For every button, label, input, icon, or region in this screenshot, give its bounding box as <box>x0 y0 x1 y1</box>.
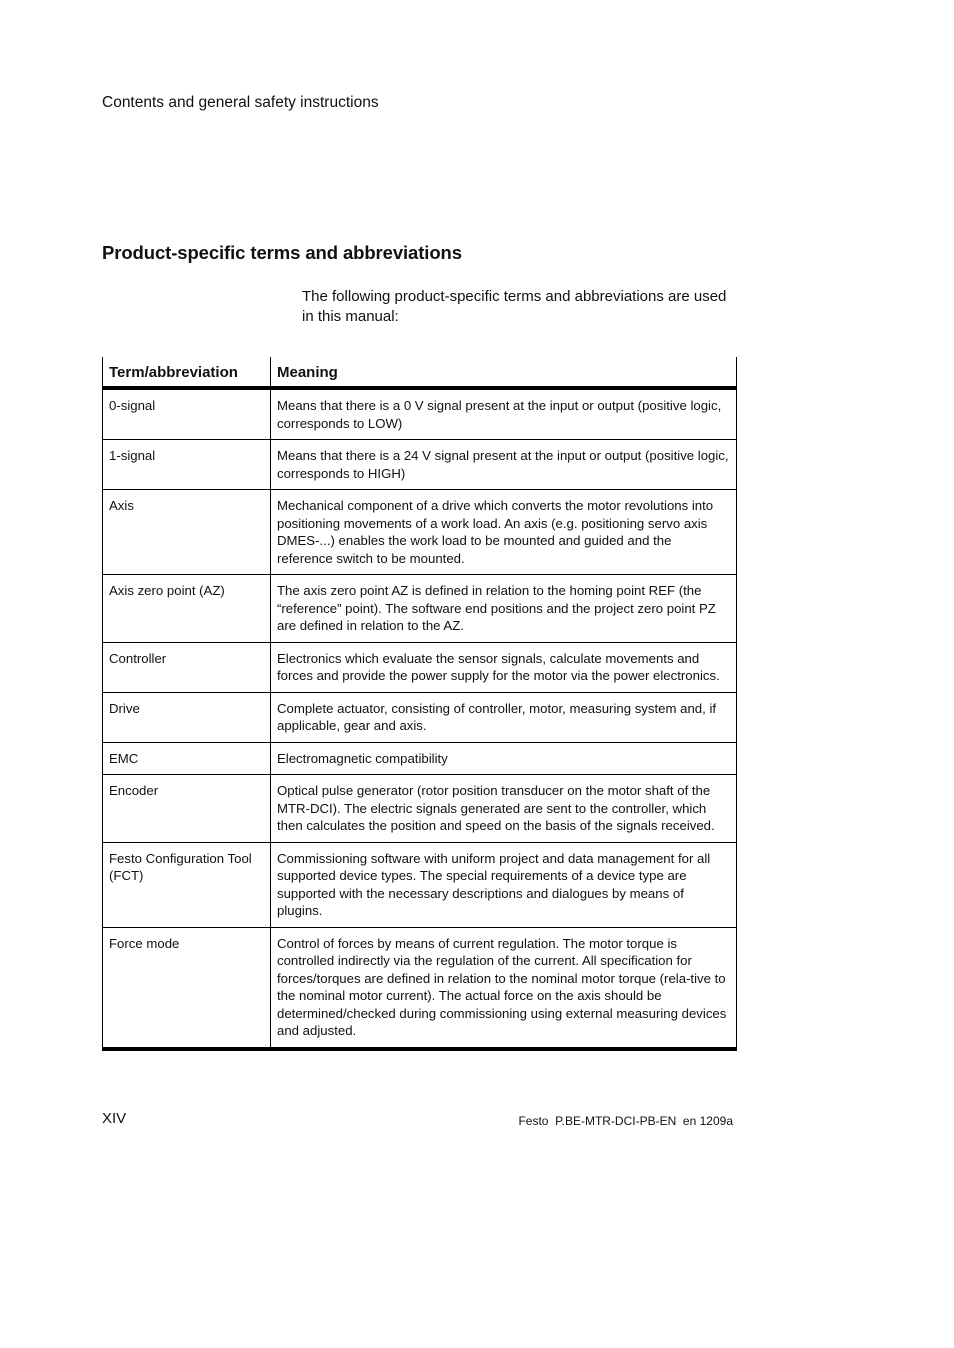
table-row <box>103 642 737 692</box>
term-cell: 0-signal <box>103 388 271 440</box>
meaning-cell: Complete actuator, consisting of controller, motor, measuring system and, if applicable, gear and axis. <box>271 692 737 742</box>
table-row <box>103 842 737 927</box>
table-header-row <box>103 357 737 388</box>
table-row <box>103 575 737 643</box>
table-row <box>103 440 737 490</box>
term-cell: Festo Configuration Tool (FCT) <box>103 842 271 927</box>
term-cell: Axis <box>103 490 271 575</box>
document-reference: Festo P.BE-MTR-DCI-PB-EN en 1209a <box>518 1114 733 1128</box>
meaning-cell: Electronics which evaluate the sensor signals, calculate movements and forces and provide the power supply for the motor via the power electronics. <box>271 642 737 692</box>
column-header-term: Term/abbreviation <box>103 357 271 388</box>
term-cell: Drive <box>103 692 271 742</box>
meaning-cell: Means that there is a 0 V signal present at the input or output (positive logic, corresponds to LOW) <box>271 388 737 440</box>
table-row <box>103 775 737 843</box>
table-row <box>103 490 737 575</box>
meaning-cell: Means that there is a 24 V signal present at the input or output (positive logic, corresponds to HIGH) <box>271 440 737 490</box>
term-cell: EMC <box>103 742 271 775</box>
meaning-cell: Electromagnetic compatibility <box>271 742 737 775</box>
term-cell: Controller <box>103 642 271 692</box>
meaning-cell: Mechanical component of a drive which converts the motor revolutions into positioning movements of a work load. An axis (e.g. positioning servo axis DMES-...) enables the work load to be mounted and guided and the reference switch to be mounted. <box>271 490 737 575</box>
meaning-cell: Optical pulse generator (rotor position transducer on the motor shaft of the MTR-DCI). The electric signals generated are sent to the controller, which then calculates the position and speed on the basis of the signals received. <box>271 775 737 843</box>
table-row <box>103 927 737 1049</box>
table-row <box>103 692 737 742</box>
running-header: Contents and general safety instructions <box>102 94 379 111</box>
meaning-cell: Commissioning software with uniform project and data management for all supported device types. The special requirements of a device type are supported with the necessary descriptions and dialogues by means of plugins. <box>271 842 737 927</box>
meaning-cell: Control of forces by means of current regulation. The motor torque is controlled indirectly via the regulation of the current. All specification for forces/torques are defined in relation to the nominal motor torque (rela-tive to the nominal motor current). The actual force on the axis should be determined/checked during commissioning using external measuring devices and adjusted. <box>271 927 737 1049</box>
terms-table-container <box>102 357 737 1051</box>
table-row <box>103 742 737 775</box>
term-cell: Force mode <box>103 927 271 1049</box>
table-row <box>103 388 737 440</box>
page-number: XIV <box>102 1110 127 1127</box>
terms-table <box>102 357 737 1051</box>
intro-paragraph: The following product-specific terms and abbreviations are used in this manual: <box>302 288 727 325</box>
column-header-meaning: Meaning <box>271 357 737 388</box>
term-cell: Encoder <box>103 775 271 843</box>
meaning-cell: The axis zero point AZ is defined in relation to the homing point REF (the “reference” point). The software end positions and the project zero point PZ are defined in relation to the AZ. <box>271 575 737 643</box>
term-cell: Axis zero point (AZ) <box>103 575 271 643</box>
term-cell: 1-signal <box>103 440 271 490</box>
section-heading: Product-specific terms and abbreviations <box>102 242 462 263</box>
